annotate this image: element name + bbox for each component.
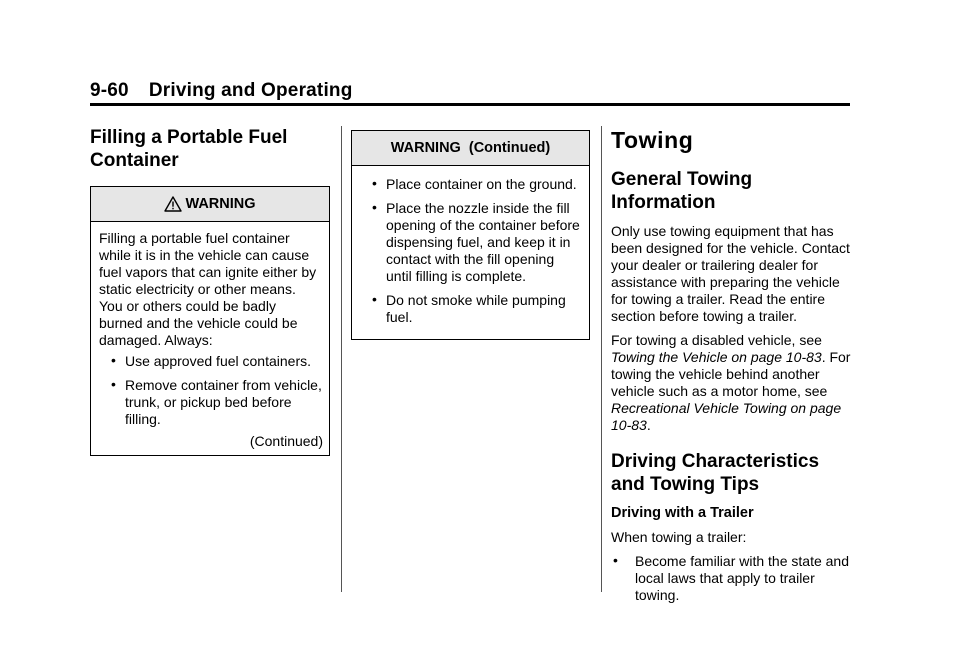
page-header xyxy=(90,80,353,102)
warning-triangle-icon xyxy=(164,196,182,212)
warning-label: WARNING xyxy=(185,196,256,212)
heading-general-towing: General Towing Information xyxy=(611,169,753,213)
warning-body xyxy=(352,166,589,339)
header-rule xyxy=(90,103,850,106)
list-item: • Use approved fuel containers. xyxy=(99,353,323,370)
cross-reference-link[interactable]: Recreational Vehicle Towing on page 10-83 xyxy=(611,400,842,433)
heading-driving-characteristics: Driving Characteristics and Towing Tips xyxy=(611,451,820,495)
section-heading-towing: Towing xyxy=(611,127,694,153)
continued-note: (Continued) xyxy=(249,433,323,449)
general-towing-reference-paragraph: For towing a disabled vehicle, see Towing the Vehicle on page 10-83. For towing the vehicle behind another vehicle such as a motor home, see Recreational Vehicle Towing on page 10-83. xyxy=(611,332,851,433)
warning-header xyxy=(352,131,589,166)
section-title: Driving and Operating xyxy=(148,80,353,101)
warning-list xyxy=(99,353,323,428)
warning-label: WARNING (Continued) xyxy=(390,140,551,156)
heading-driving-with-trailer: Driving with a Trailer xyxy=(611,505,754,521)
page-number: 9-60 xyxy=(90,80,129,101)
warning-body xyxy=(91,222,329,455)
general-towing-paragraph: Only use towing equipment that has been designed for the vehicle. Contact your dealer or trailering dealer for assistance with preparing the vehicle for towing a trailer. Read the entire section before towing a trailer. xyxy=(611,223,850,324)
warning-list xyxy=(360,176,583,326)
list-item: • Place container on the ground. xyxy=(360,176,583,193)
column-divider xyxy=(601,126,602,592)
warning-box-continued xyxy=(351,130,590,340)
warning-intro: Filling a portable fuel container while it is in the vehicle can cause fuel vapors that can ignite either by static electricity or other means. You or others could be badly burned and the vehicle could be damaged. Always: xyxy=(99,230,317,348)
column-divider xyxy=(341,126,342,592)
list-item: • Do not smoke while pumping fuel. xyxy=(360,292,583,326)
list-item: • Become familiar with the state and local laws that apply to trailer towing. xyxy=(611,553,851,604)
left-column xyxy=(90,126,330,456)
trailer-tips-list xyxy=(611,553,851,604)
warning-header xyxy=(91,187,329,222)
cross-reference-link[interactable]: Towing the Vehicle on page 10-83 xyxy=(611,349,822,365)
trailer-intro: When towing a trailer: xyxy=(611,529,747,545)
list-item: • Remove container from vehicle, trunk, or pickup bed before filling. xyxy=(99,377,323,428)
list-item: • Place the nozzle inside the fill opening of the container before dispensing fuel, and keep it in contact with the fill opening until filling is complete. xyxy=(360,200,583,285)
warning-box xyxy=(90,186,330,456)
middle-column xyxy=(351,126,590,340)
section-heading-fuel-container: Filling a Portable Fuel Container xyxy=(90,127,288,171)
right-column xyxy=(611,126,851,611)
